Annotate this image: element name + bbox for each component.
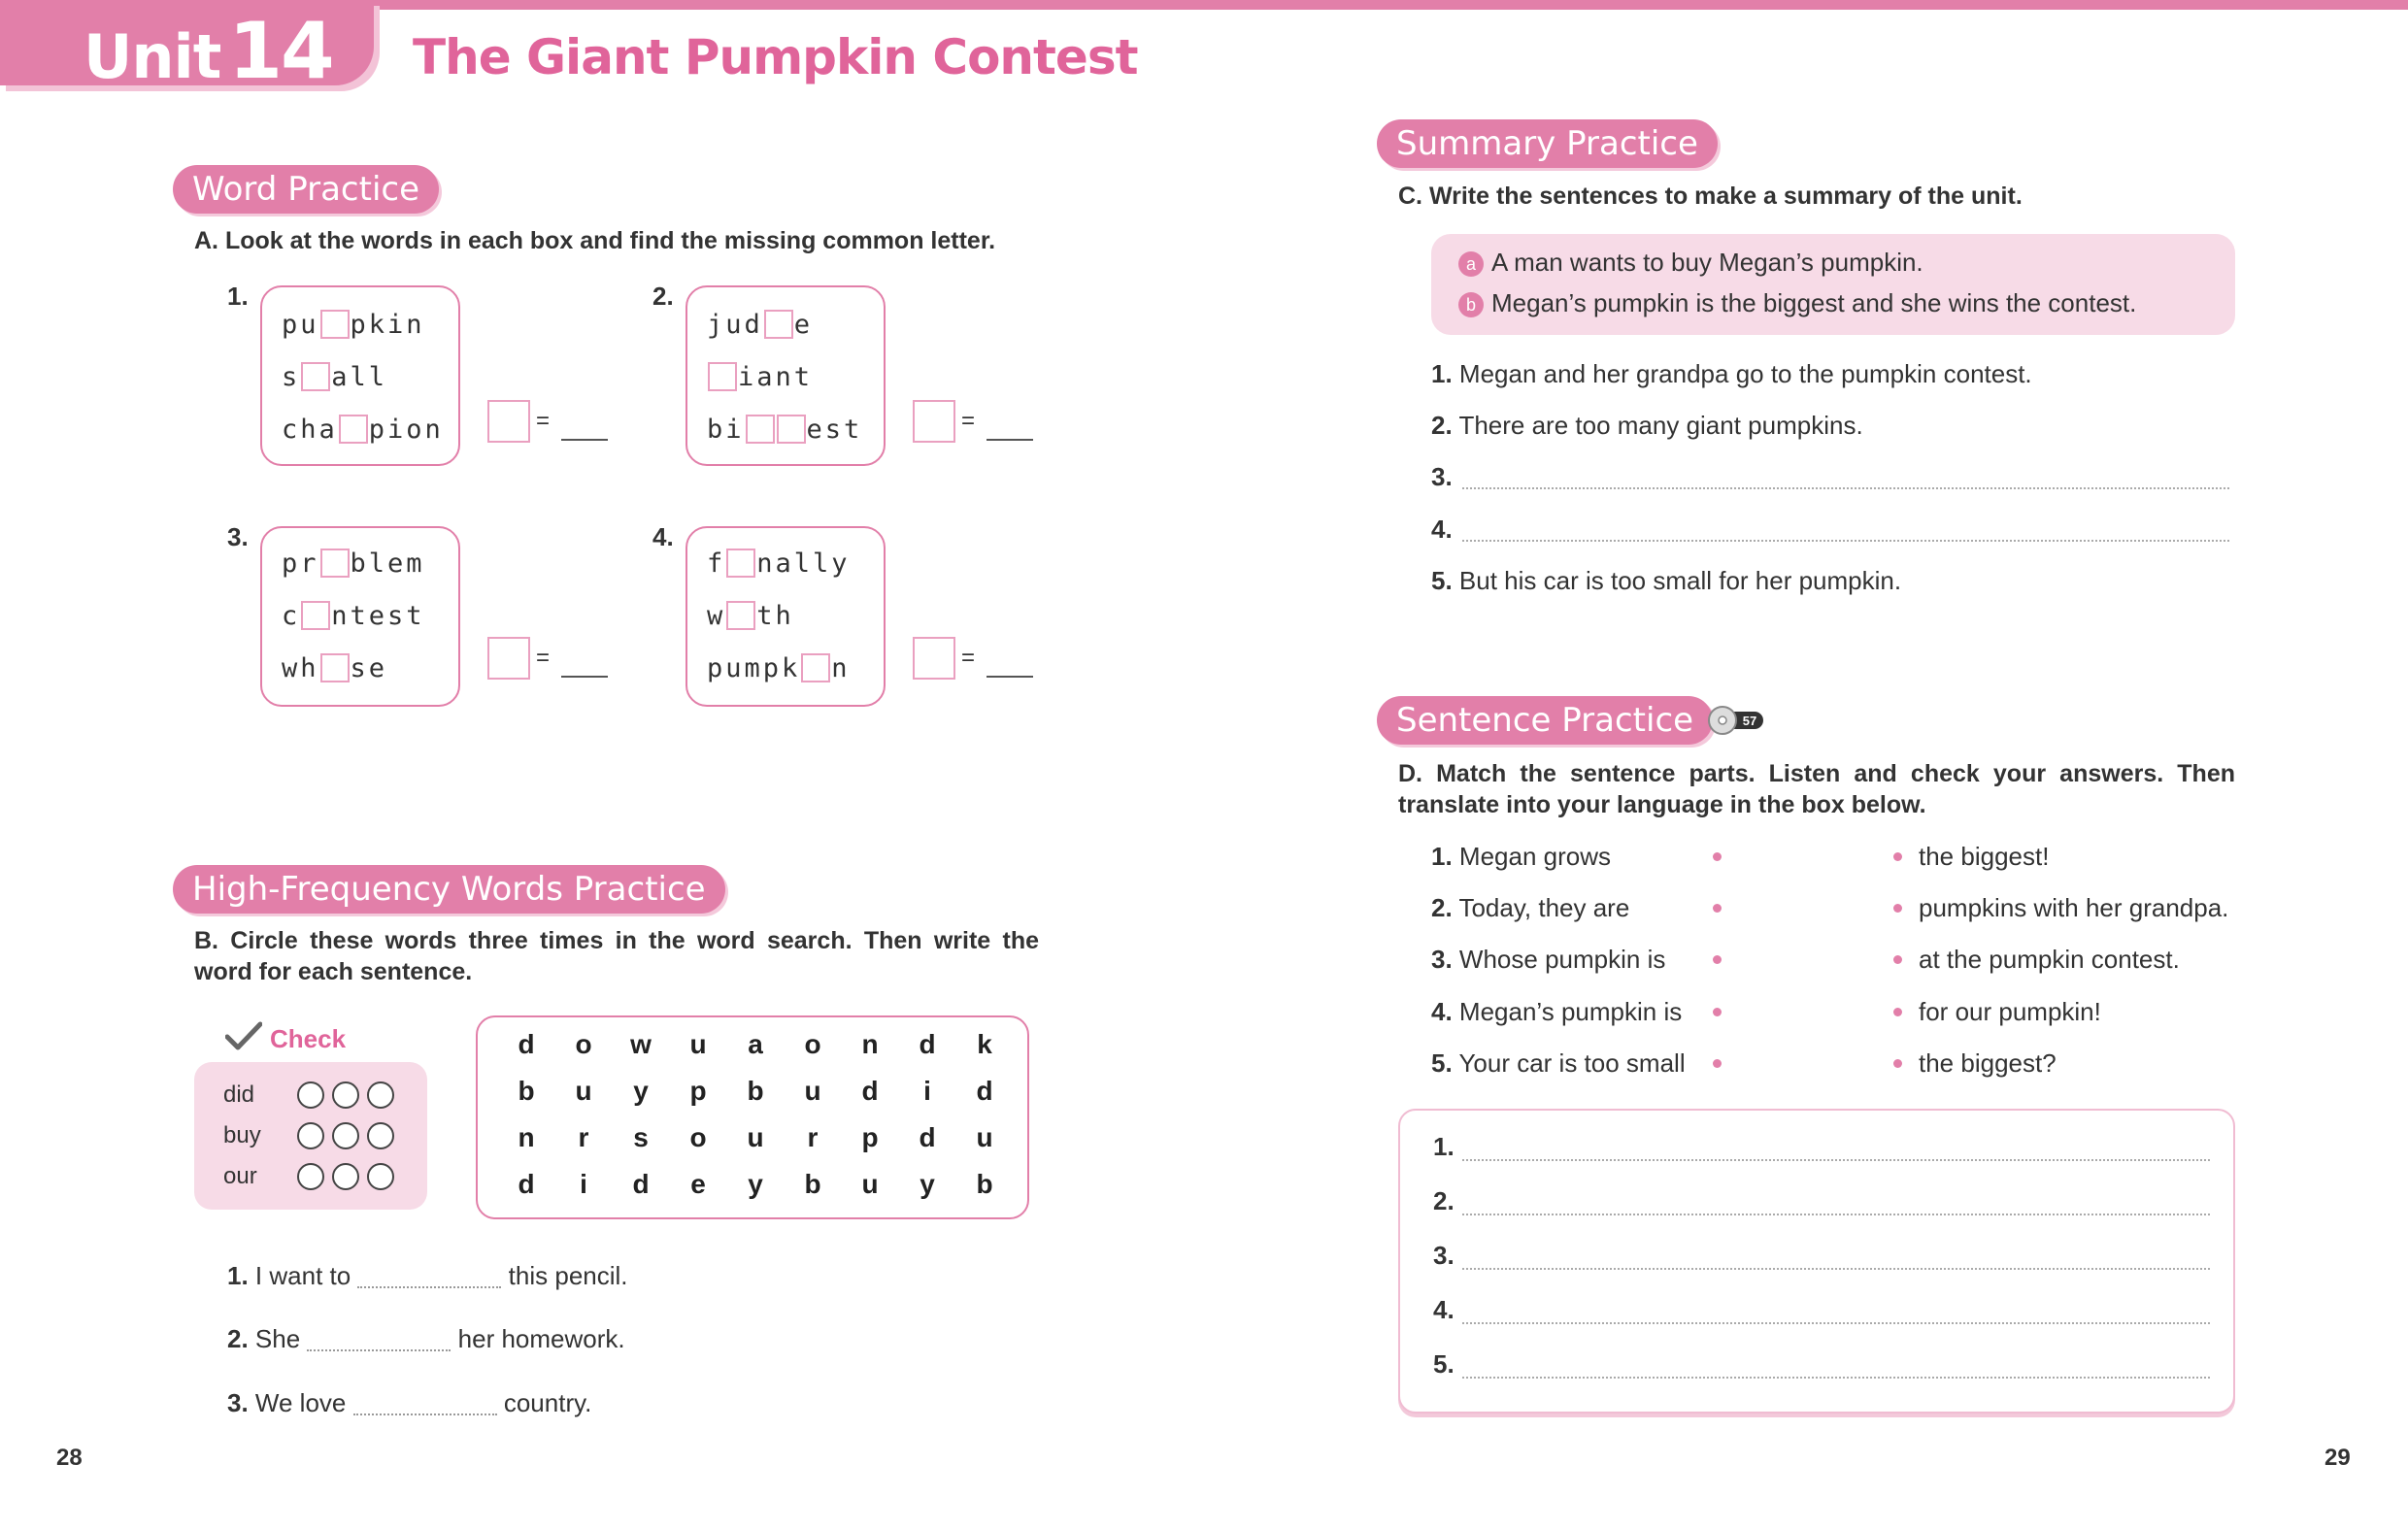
box-number: 3. [227,522,249,551]
instruction-a: A. Look at the words in each box and find the missing common letter. [194,227,996,254]
grid-letter[interactable]: u [804,1076,821,1106]
word-box-1 [260,285,460,466]
grid-letter[interactable]: s [633,1122,649,1152]
word-line: wh se [282,653,388,683]
instruction-c: C. Write the sentences to make a summary of the unit. [1398,183,2023,210]
word-line: cha pion [282,415,444,445]
grid-letter[interactable]: u [689,1029,707,1059]
match-dot-left[interactable] [1713,1059,1722,1068]
answer-blank[interactable] [353,1414,497,1415]
letter-blank[interactable] [708,362,737,391]
unit-tab [0,0,374,96]
translation-number: 1. [1433,1132,1455,1161]
word-box-3 [260,526,460,707]
page-number-right: 29 [2324,1445,2351,1471]
answer-line[interactable] [987,676,1033,678]
grid-letter[interactable]: o [575,1029,592,1059]
match-left-item: 3. Whose pumpkin is [1431,945,1666,974]
check-circle[interactable] [367,1122,394,1149]
letter-blank[interactable] [320,549,350,578]
unit-label: Unit 14 [84,6,333,96]
equals-sign: = [536,645,551,671]
section-hf-practice: High-Frequency Words Practice [173,865,725,914]
letter-blank[interactable] [320,653,350,682]
equals-sign: = [961,645,976,671]
letter-blank[interactable] [746,415,775,444]
grid-letter[interactable]: n [518,1122,535,1152]
word-line: f nally [707,549,851,579]
match-dot-left[interactable] [1713,852,1722,861]
letter-blank[interactable] [726,601,755,630]
grid-letter[interactable]: w [630,1029,652,1059]
box-number: 2. [652,282,674,311]
grid-letter[interactable]: u [747,1122,764,1152]
grid-letter[interactable]: u [575,1076,592,1106]
track-number: 57 [1742,714,1757,728]
answer-letter-box[interactable] [913,400,955,443]
answer-line[interactable] [561,439,608,441]
check-word: buy [223,1122,261,1148]
translation-line[interactable] [1462,1268,2210,1270]
match-right-item: at the pumpkin contest. [1919,945,2180,974]
check-circle[interactable] [367,1081,394,1109]
summary-item: 1. Megan and her grandpa go to the pumpkin contest. [1431,359,2032,388]
grid-letter[interactable]: d [632,1169,650,1199]
check-circle[interactable] [297,1122,324,1149]
page-number-left: 28 [56,1445,83,1471]
translation-box [1398,1109,2235,1414]
summary-options-panel [1431,234,2235,335]
grid-letter[interactable]: u [861,1169,879,1199]
hf-sentence: 2. She her homework. [227,1324,625,1353]
letter-blank[interactable] [320,310,350,339]
grid-letter[interactable]: y [748,1169,763,1199]
audio-cd-icon[interactable] [1707,705,1765,736]
grid-letter[interactable]: o [689,1122,707,1152]
translation-number: 5. [1433,1349,1455,1379]
box-number: 1. [227,282,249,311]
match-dot-right[interactable] [1893,1059,1902,1068]
match-right-item: for our pumpkin! [1919,997,2101,1026]
answer-line[interactable] [987,439,1033,441]
word-box-2 [686,285,886,466]
section-word-practice: Word Practice [173,165,439,214]
answer-letter-box[interactable] [913,637,955,680]
grid-letter[interactable]: d [518,1029,535,1059]
answer-letter-box[interactable] [487,637,530,680]
word-line: c ntest [282,601,425,631]
check-panel [194,1062,427,1210]
match-left-item: 2. Today, they are [1431,893,1630,922]
match-left-item: 4. Megan’s pumpkin is [1431,997,1683,1026]
grid-letter[interactable]: d [976,1076,993,1106]
match-dot-right[interactable] [1893,1008,1902,1016]
grid-letter[interactable]: b [518,1076,535,1106]
grid-letter[interactable]: b [976,1169,993,1199]
word-line: s all [282,362,388,392]
letter-badge: a [1458,251,1484,277]
grid-letter[interactable]: n [861,1029,879,1059]
check-word: our [223,1163,257,1189]
summary-option: b Megan’s pumpkin is the biggest and she wins the contest. [1458,288,2136,318]
answer-blank[interactable] [357,1286,501,1288]
match-dot-left[interactable] [1713,904,1722,913]
grid-letter[interactable]: k [977,1029,992,1059]
grid-letter[interactable]: u [976,1122,993,1152]
translation-line[interactable] [1462,1159,2210,1161]
match-dot-left[interactable] [1713,1008,1722,1016]
check-circle[interactable] [332,1163,359,1190]
word-box-4 [686,526,886,707]
word-line: jud e [707,310,814,340]
grid-letter[interactable]: d [518,1169,535,1199]
match-dot-right[interactable] [1893,955,1902,964]
check-circle[interactable] [332,1122,359,1149]
grid-letter[interactable]: p [689,1076,707,1106]
grid-letter[interactable]: i [923,1076,931,1106]
letter-blank[interactable] [301,362,330,391]
grid-letter[interactable]: y [633,1076,649,1106]
word-line: w th [707,601,794,631]
page-title: The Giant Pumpkin Contest [413,29,1138,85]
answer-letter-box[interactable] [487,400,530,443]
letter-badge: b [1458,292,1484,317]
letter-blank[interactable] [764,310,793,339]
match-dot-left[interactable] [1713,955,1722,964]
word-line: iant [707,361,813,394]
hf-sentence: 1. I want to this pencil. [227,1261,628,1290]
grid-letter[interactable]: d [919,1029,936,1059]
summary-option: a A man wants to buy Megan’s pumpkin. [1458,248,1923,278]
equals-sign: = [961,408,976,434]
match-left-item: 5. Your car is too small [1431,1048,1686,1078]
translation-line[interactable] [1462,1214,2210,1215]
word-line: pr blem [282,549,425,579]
instruction-d: D. Match the sentence parts. Listen and check your answers. Then translate into your language in the box below. [1398,760,2235,818]
grid-letter[interactable]: b [747,1076,764,1106]
grid-letter[interactable]: r [807,1122,819,1152]
check-circle[interactable] [297,1163,324,1190]
summary-write-line[interactable] [1462,487,2229,489]
summary-item: 5. But his car is too small for her pumpkin. [1431,566,1902,595]
hf-sentence: 3. We love country. [227,1388,592,1417]
summary-item: 4. [1431,515,1453,544]
letter-blank[interactable] [301,601,330,630]
letter-blank[interactable] [726,549,755,578]
answer-blank[interactable] [307,1349,451,1351]
grid-letter[interactable]: y [920,1169,935,1199]
grid-letter[interactable]: d [919,1122,936,1152]
summary-item: 2. There are too many giant pumpkins. [1431,411,1863,440]
match-right-item: the biggest? [1919,1048,2057,1078]
grid-letter[interactable]: r [578,1122,589,1152]
match-dot-right[interactable] [1893,904,1902,913]
translation-number: 3. [1433,1241,1455,1270]
grid-letter[interactable]: b [804,1169,821,1199]
instruction-b: B. Circle these words three times in the word search. Then write the word for each sentence. [194,927,1039,985]
check-circle[interactable] [332,1081,359,1109]
letter-blank[interactable] [801,653,830,682]
word-line: pu pkin [282,310,425,340]
match-dot-right[interactable] [1893,852,1902,861]
answer-line[interactable] [561,676,608,678]
grid-letter[interactable]: a [748,1029,763,1059]
translation-number: 4. [1433,1295,1455,1324]
check-word: did [223,1081,255,1108]
grid-letter[interactable]: p [861,1122,879,1152]
section-summary-practice: Summary Practice [1377,119,1718,168]
grid-letter[interactable]: e [690,1169,706,1199]
checkmark-icon [225,1021,262,1050]
check-circle[interactable] [367,1163,394,1190]
translation-number: 2. [1433,1186,1455,1215]
word-search-grid [476,1015,1029,1219]
check-circle[interactable] [297,1081,324,1109]
equals-sign: = [536,408,551,434]
check-label: Check [270,1024,347,1053]
grid-letter[interactable]: i [580,1169,587,1199]
section-sentence-practice: Sentence Practice [1377,696,1713,745]
letter-blank[interactable] [339,415,368,444]
translation-line[interactable] [1462,1377,2210,1379]
summary-item: 3. [1431,462,1453,491]
grid-letter[interactable]: o [804,1029,821,1059]
grid-letter[interactable]: d [861,1076,879,1106]
translation-line[interactable] [1462,1322,2210,1324]
box-number: 4. [652,522,674,551]
match-right-item: the biggest! [1919,842,2050,871]
summary-write-line[interactable] [1462,540,2229,542]
match-left-item: 1. Megan grows [1431,842,1611,871]
word-line: pumpk n [707,653,851,683]
word-line: bi est [707,415,863,445]
letter-blank[interactable] [777,415,806,444]
match-right-item: pumpkins with her grandpa. [1919,893,2229,922]
